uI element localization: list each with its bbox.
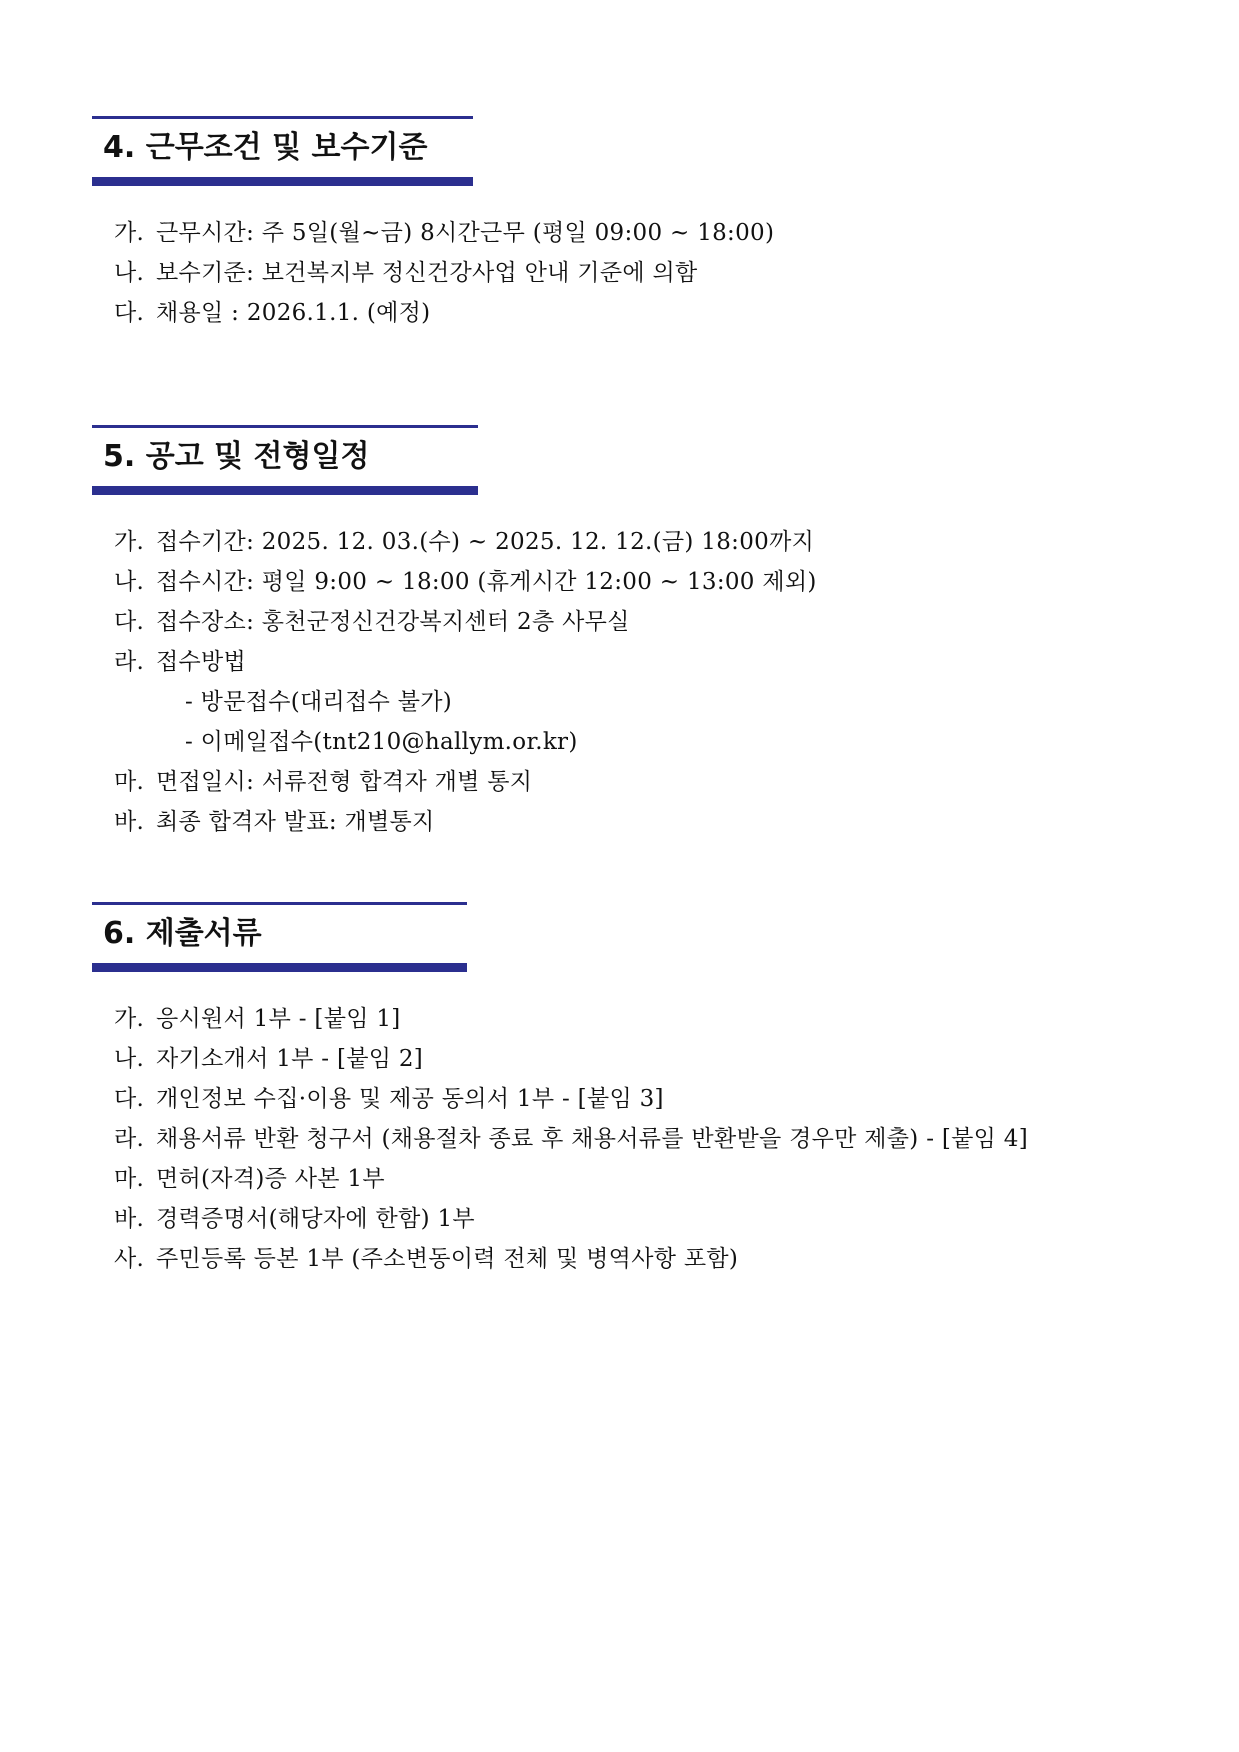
item-marker: 나. bbox=[114, 569, 145, 595]
item-marker: 가. bbox=[114, 1006, 145, 1032]
sub-list-item: - 이메일접수(tnt210@hallym.or.kr) bbox=[185, 729, 578, 755]
item-text: 근무시간: 주 5일(월~금) 8시간근무 (평일 09:00 ~ 18:00) bbox=[156, 220, 775, 246]
section-4 bbox=[92, 116, 774, 333]
item-text: 경력증명서(해당자에 한함) 1부 bbox=[156, 1206, 475, 1232]
item-marker: 라. bbox=[114, 649, 145, 675]
item-text: 면허(자격)증 사본 1부 bbox=[156, 1166, 385, 1192]
list-item bbox=[114, 802, 817, 842]
list-item bbox=[114, 1159, 1028, 1199]
item-marker: 바. bbox=[114, 1206, 145, 1232]
list-item bbox=[114, 642, 817, 682]
list-item bbox=[114, 1199, 1028, 1239]
list-item bbox=[114, 999, 1028, 1039]
item-marker: 마. bbox=[114, 769, 145, 795]
heading-bottom-rule bbox=[92, 963, 467, 972]
list-item bbox=[114, 522, 817, 562]
item-marker: 사. bbox=[114, 1246, 145, 1272]
section-heading bbox=[92, 116, 473, 186]
heading-bottom-rule bbox=[92, 177, 473, 186]
section-title: 4. 근무조건 및 보수기준 bbox=[103, 130, 428, 165]
list-item bbox=[114, 253, 774, 293]
list-item bbox=[114, 213, 774, 253]
item-marker: 마. bbox=[114, 1166, 145, 1192]
list-item bbox=[114, 602, 817, 642]
heading-bottom-rule bbox=[92, 486, 478, 495]
list-item bbox=[114, 1079, 1028, 1119]
section-title: 5. 공고 및 전형일정 bbox=[103, 439, 370, 474]
item-text: 접수시간: 평일 9:00 ~ 18:00 (휴게시간 12:00 ~ 13:00 제외) bbox=[156, 569, 817, 595]
item-text: 채용서류 반환 청구서 (채용절차 종료 후 채용서류를 반환받을 경우만 제출) - [붙임 4] bbox=[156, 1126, 1029, 1152]
item-text: 자기소개서 1부 - [붙임 2] bbox=[156, 1046, 424, 1072]
section-6 bbox=[92, 902, 1028, 1279]
item-text: 최종 합격자 발표: 개별통지 bbox=[156, 809, 435, 835]
list-item bbox=[114, 293, 774, 333]
section-heading bbox=[92, 902, 467, 972]
item-text: 접수기간: 2025. 12. 03.(수) ~ 2025. 12. 12.(금) 18:00까지 bbox=[156, 529, 815, 555]
list-item bbox=[114, 762, 817, 802]
item-marker: 바. bbox=[114, 809, 145, 835]
item-text: 주민등록 등본 1부 (주소변동이력 전체 및 병역사항 포함) bbox=[156, 1246, 739, 1272]
item-text: 응시원서 1부 - [붙임 1] bbox=[156, 1006, 401, 1032]
list-item bbox=[114, 1239, 1028, 1279]
item-marker: 다. bbox=[114, 1086, 145, 1112]
item-list bbox=[114, 522, 817, 842]
item-marker: 다. bbox=[114, 300, 145, 326]
item-marker: 가. bbox=[114, 529, 145, 555]
section-5 bbox=[92, 425, 817, 842]
item-list bbox=[114, 999, 1028, 1279]
list-item bbox=[114, 562, 817, 602]
item-text: 채용일 : 2026.1.1. (예정) bbox=[156, 300, 431, 326]
item-list bbox=[114, 213, 774, 333]
sub-list-item: - 방문접수(대리접수 불가) bbox=[185, 689, 453, 715]
list-item bbox=[114, 1119, 1028, 1159]
list-item bbox=[114, 1039, 1028, 1079]
item-text: 개인정보 수집·이용 및 제공 동의서 1부 - [붙임 3] bbox=[156, 1086, 664, 1112]
item-text: 면접일시: 서류전형 합격자 개별 통지 bbox=[156, 769, 533, 795]
item-marker: 가. bbox=[114, 220, 145, 246]
item-text: 접수방법 bbox=[156, 649, 247, 675]
item-text: 접수장소: 홍천군정신건강복지센터 2층 사무실 bbox=[156, 609, 630, 635]
section-title: 6. 제출서류 bbox=[103, 916, 262, 951]
item-marker: 나. bbox=[114, 1046, 145, 1072]
item-marker: 다. bbox=[114, 609, 145, 635]
item-text: 보수기준: 보건복지부 정신건강사업 안내 기준에 의함 bbox=[156, 260, 698, 286]
item-marker: 라. bbox=[114, 1126, 145, 1152]
section-heading bbox=[92, 425, 478, 495]
item-marker: 나. bbox=[114, 260, 145, 286]
